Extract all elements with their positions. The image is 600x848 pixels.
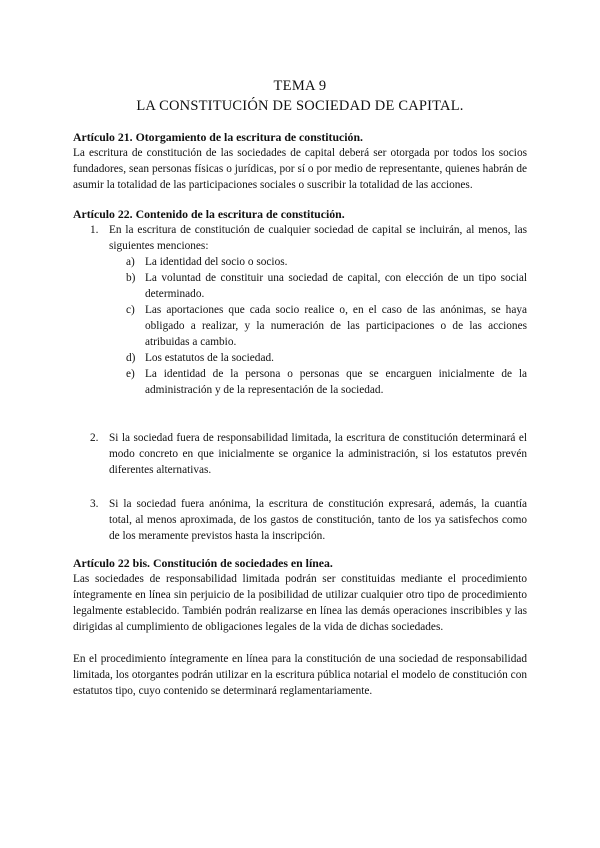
sub-item-letter: e) [126, 368, 135, 380]
list-item-text: Si la sociedad fuera de responsabilidad limitada, la escritura de constitución determinará el modo concreto en que inicialmente se organice la administración, si los estatutos prevén diferentes alternativas. [109, 432, 527, 476]
article-22-bis [73, 555, 527, 699]
article-22-list [73, 222, 527, 544]
list-number: 2. [90, 432, 99, 444]
chapter-subtitle: LA CONSTITUCIÓN DE SOCIEDAD DE CAPITAL. [136, 98, 464, 114]
sub-item-text: La identidad de la persona o personas que se encarguen inicialmente de la administración y de la representación de la sociedad. [145, 368, 527, 396]
article-21-paragraph: La escritura de constitución de las sociedades de capital deberá ser otorgada por todos los socios fundadores, sean personas físicas o jurídicas, por sí o por medio de representante, quienes habrán de asumir la totalidad de las participaciones sociales o suscribir la totalidad de las acciones. [73, 147, 527, 191]
sub-item-text: La voluntad de constituir una sociedad de capital, con elección de un tipo social determinado. [145, 272, 527, 300]
list-item-text: En la escritura de constitución de cualquier sociedad de capital se incluirán, al menos, las siguientes menciones: [109, 224, 527, 252]
sub-item-letter: c) [126, 304, 135, 316]
sub-item-letter: d) [126, 352, 136, 364]
list-item-text: Si la sociedad fuera anónima, la escritura de constitución expresará, además, la cuantía total, al menos aproximada, de los gastos de constitución, tanto de los ya satisfechos como de los meramente previstos hasta la inscripción. [109, 498, 527, 542]
list-item-3 [73, 496, 527, 544]
sub-item-text: La identidad del socio o socios. [145, 256, 288, 268]
sub-item-text: Los estatutos de la sociedad. [145, 352, 274, 364]
article-22-bis-paragraph-1: Las sociedades de responsabilidad limitada podrán ser constituidas mediante el procedimiento íntegramente en línea sin perjuicio de la posibilidad de utilizar cualquier otro tipo de procedimiento legalmente establecido. También podrán realizarse en línea las demás operaciones inscribibles y las dirigidas al cumplimiento de obligaciones legales de la vida de dichas sociedades. [73, 573, 527, 633]
article-22-heading: Artículo 22. Contenido de la escritura de constitución. [73, 207, 345, 221]
list-item-1 [73, 222, 527, 412]
article-21 [73, 129, 527, 193]
sub-item-letter: a) [126, 256, 135, 268]
list-item-2 [73, 430, 527, 478]
list-number: 1. [90, 224, 99, 236]
sub-item-a [109, 254, 527, 270]
title-block [73, 0, 527, 115]
sub-item-e [109, 366, 527, 398]
list-number: 3. [90, 498, 99, 510]
article-21-heading: Artículo 21. Otorgamiento de la escritura de constitución. [73, 130, 363, 144]
article-22-bis-paragraph-2: En el procedimiento íntegramente en línea para la constitución de una sociedad de responsabilidad limitada, los otorgantes podrán utilizar en la escritura pública notarial el modelo de constitución con estatutos tipo, cuyo contenido se determinará reglamentariamente. [73, 653, 527, 697]
article-22-bis-heading: Artículo 22 bis. Constitución de sociedades en línea. [73, 556, 333, 570]
tema-title: TEMA 9 [273, 78, 327, 94]
sub-list [109, 254, 527, 398]
spacer [109, 398, 527, 412]
sub-item-b [109, 270, 527, 302]
sub-item-d [109, 350, 527, 366]
sub-item-letter: b) [126, 272, 136, 284]
sub-item-text: Las aportaciones que cada socio realice o, en el caso de las anónimas, se haya obligado a realizar, y la numeración de las participaciones o de las acciones atribuidas a cambio. [145, 304, 527, 348]
sub-item-c [109, 302, 527, 350]
article-22 [73, 206, 527, 544]
